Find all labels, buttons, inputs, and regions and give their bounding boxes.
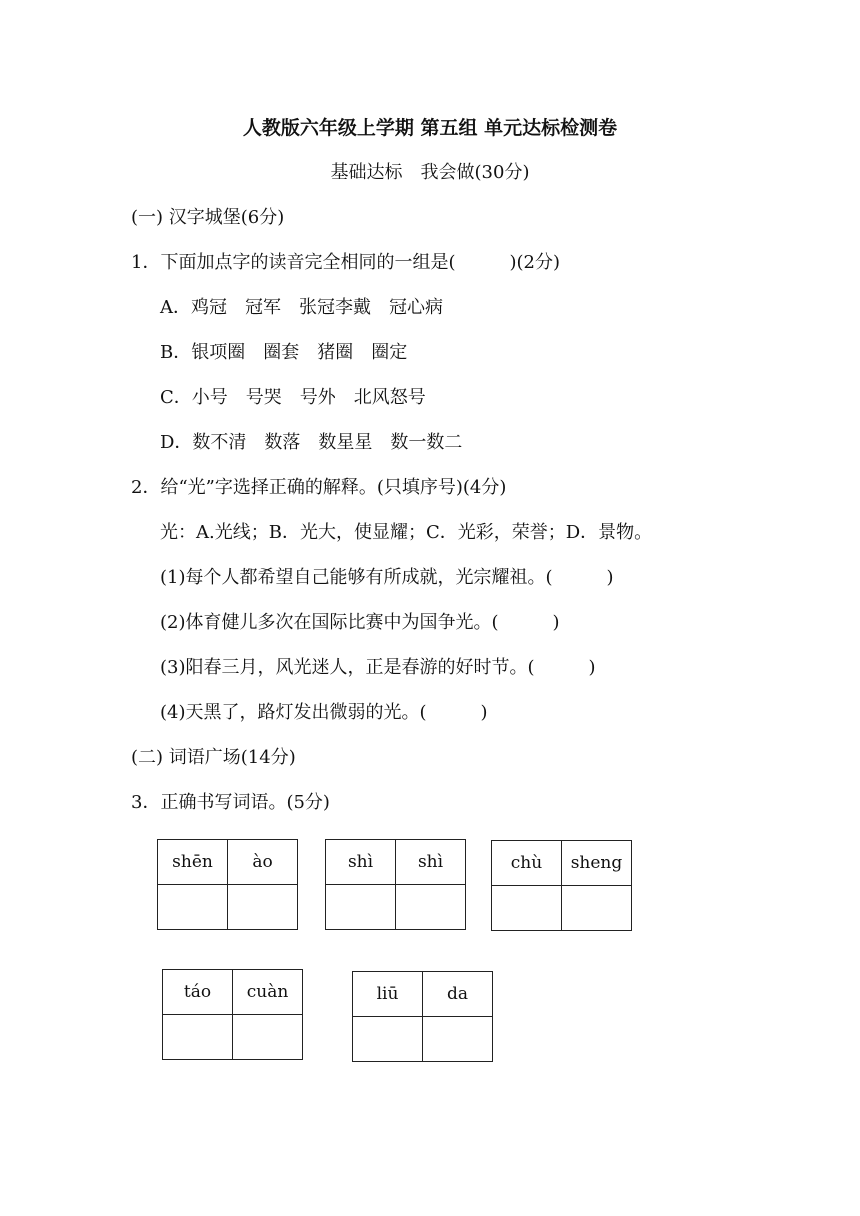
answer-cell[interactable] [158, 885, 228, 930]
answer-cell[interactable] [562, 886, 632, 931]
q1-option-b: B．银项圈 圈套 猪圈 圈定 [160, 342, 408, 363]
pinyin-cell: táo [163, 970, 233, 1015]
answer-cell[interactable] [228, 885, 298, 930]
pinyin-grid-5 [352, 971, 493, 1062]
pinyin-cell: shēn [158, 840, 228, 885]
q1-option-d: D．数不清 数落 数星星 数一数二 [160, 432, 463, 453]
question-2-stem: 2．给“光”字选择正确的解释。(只填序号)(4分) [131, 477, 507, 498]
page-title: 人教版六年级上学期 第五组 单元达标检测卷 [242, 117, 618, 139]
q2-item-1: (1)每个人都希望自己能够有所成就，光宗耀祖。( ) [160, 567, 614, 588]
answer-cell[interactable] [233, 1015, 303, 1060]
pinyin-cell: shì [326, 840, 396, 885]
pinyin-grid-3 [491, 840, 632, 931]
section-heading-1: (一) 汉字城堡(6分) [131, 207, 285, 228]
q1-option-a: A．鸡冠 冠军 张冠李戴 冠心病 [160, 297, 443, 318]
answer-cell[interactable] [423, 1017, 493, 1062]
pinyin-cell: shì [396, 840, 466, 885]
answer-cell[interactable] [326, 885, 396, 930]
q1-option-c: C．小号 号哭 号外 北风怒号 [160, 387, 426, 408]
pinyin-cell: cuàn [233, 970, 303, 1015]
answer-cell[interactable] [353, 1017, 423, 1062]
answer-cell[interactable] [163, 1015, 233, 1060]
question-3-stem: 3．正确书写词语。(5分) [131, 792, 330, 813]
question-1-stem: 1．下面加点字的读音完全相同的一组是( )(2分) [131, 252, 560, 273]
pinyin-cell: liū [353, 972, 423, 1017]
section-heading-2: (二) 词语广场(14分) [131, 747, 296, 768]
pinyin-grid-2 [325, 839, 466, 930]
q2-item-2: (2)体育健儿多次在国际比赛中为国争光。( ) [160, 612, 560, 633]
q2-definitions: 光：A.光线；B．光大，使显耀；C．光彩，荣誉；D．景物。 [160, 522, 653, 543]
page-subtitle: 基础达标 我会做(30分) [330, 162, 530, 183]
pinyin-cell: ào [228, 840, 298, 885]
pinyin-grid-4 [162, 969, 303, 1060]
answer-cell[interactable] [492, 886, 562, 931]
q2-item-4: (4)天黑了，路灯发出微弱的光。( ) [160, 702, 488, 723]
pinyin-grid-1 [157, 839, 298, 930]
q2-item-3: (3)阳春三月，风光迷人，正是春游的好时节。( ) [160, 657, 596, 678]
pinyin-cell: da [423, 972, 493, 1017]
pinyin-cell: chù [492, 841, 562, 886]
pinyin-cell: sheng [562, 841, 632, 886]
answer-cell[interactable] [396, 885, 466, 930]
